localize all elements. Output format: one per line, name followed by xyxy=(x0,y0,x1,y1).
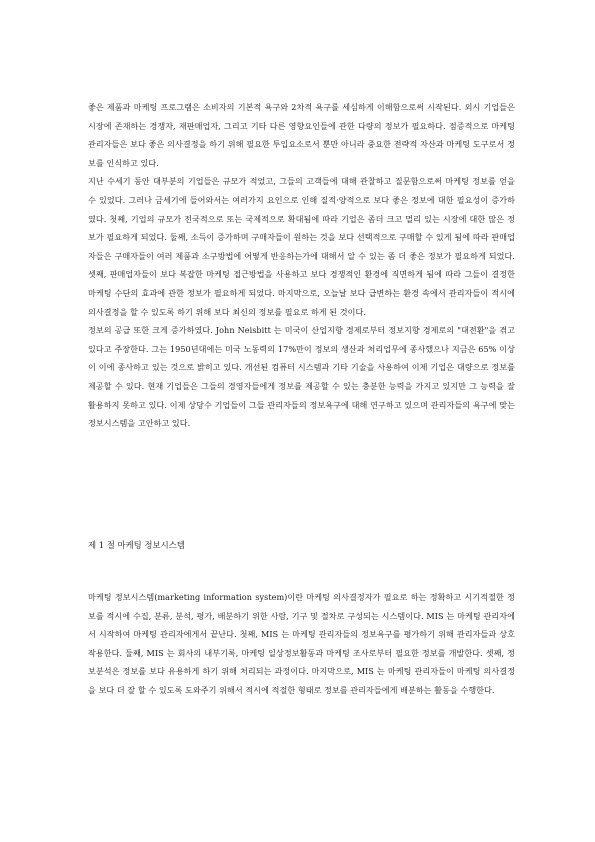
section-paragraph: 마케팅 정보시스템(marketing information system)이란 마케팅 의사결정자가 필요로 하는 정확하고 시기적절한 정보를 적시에 수집, 분류, 분석, 평가, 배분하기 위한 사람, 기구 및 절차로 구성되는 시스템이다. MIS 는 마케팅 관리자에서 시작하여 마케팅 관리자에게서 끝난다. 첫째, MIS 는 마케팅 관리자들의 정보욕구를 평가하기 위해 관리자들과 상호작용한다. 둘째, MIS 는 회사의 내부기록, 마케팅 일상정보활동과 마케팅 조사로부터 필요한 정보를 개발한다. 셋째, 정보분석은 정보를 보다 유용하게 하기 위해 처리되는 과정이다. 마지막으로, MIS 는 마케팅 관리자들이 마케팅 의사결정을 보다 더 잘 할 수 있도록 도와주기 위해서 적시에 적절한 형태로 정보를 관리자들에게 배분하는 활동을 수행한다. xyxy=(88,592,515,695)
intro-text xyxy=(88,98,515,433)
paragraph-1: 좋은 제품과 마케팅 프로그램은 소비자의 기본적 욕구와 2차적 욕구를 세심하게 이해함으로써 시작된다. 외시 기업들은 시장에 존재하는 경쟁자, 재판매업자, 그리고 기타 다른 영향요인들에 관한 다량의 정보가 필요하다. 점증적으로 마케팅 관리자들은 보다 좋은 의사결정을 하기 위해 필요한 투입요소로서 뿐만 아니라 중요한 전략적 자산과 마케팅 도구로서 정보를 인식하고 있다. xyxy=(88,102,515,168)
section-body xyxy=(88,588,515,700)
paragraph-2: 지난 수세기 동안 대부분의 기업들은 규모가 적었고, 그들의 고객들에 대해 관찰하고 질문함으로써 마케팅 정보를 얻을 수 있었다. 그러나 금세기에 들어와서는 여러가지 요인으로 인해 질적·양적으로 보다 좋은 정보에 대한 필요성이 증가하였다. 첫째, 기업의 규모가 전국적으로 또는 국제적으로 확대됨에 따라 기업은 좀더 크고 멀리 있는 시장에 대한 많은 정보가 필요하게 되었다. 둘째, 소득이 증가하며 구매자들이 원하는 것을 보다 선택적으로 구매할 수 있게 됨에 따라 판매업자들은 구매자들이 여러 제품과 소구방법에 어떻게 반응하는가에 대해서 알 수 있는 좀 더 좋은 정보가 필요하게 되었다. 셋째, 판매업자들이 보다 복잡한 마케팅 접근방법을 사용하고 보다 경쟁적인 환경에 직면하게 됨에 따라 그들이 결정한 마케팅 수단의 효과에 관한 정보가 필요하게 되었다. 마지막으로, 오늘날 보다 급변하는 환경 속에서 관리자들이 적시에 의사결정을 할 수 있도록 하기 위해 보다 최신의 정보를 필요로 하게 된 것이다. xyxy=(88,176,515,317)
paragraph-3: 정보의 공급 또한 크게 증가하였다. John Neisbitt 는 미국이 산업지향 경제로부터 정보지향 경제로의 "대전환"을 겪고 있다고 주장한다. 그는 1950년대에는 미국 노동력의 17%만이 정보의 생산과 처리업무에 종사했으나 지금은 65% 이상이 이에 종사하고 있는 것으로 밝히고 있다. 개선된 컴퓨터 시스템과 기타 기술을 사용하여 이제 기업은 대량으로 정보를 제공할 수 있다. 현재 기업들은 그들의 경영자들에게 정보를 제공할 수 있는 충분한 능력을 가지고 있지만 그 능력을 잘 활용하지 못하고 있다. 이제 상당수 기업들이 그들 관리자들의 정보욕구에 대해 연구하고 있으며 관리자들의 욕구에 맞는 정보시스템을 고안하고 있다. xyxy=(88,325,515,429)
section-heading: 제 1 절 마케팅 정보시스템 xyxy=(88,540,185,550)
